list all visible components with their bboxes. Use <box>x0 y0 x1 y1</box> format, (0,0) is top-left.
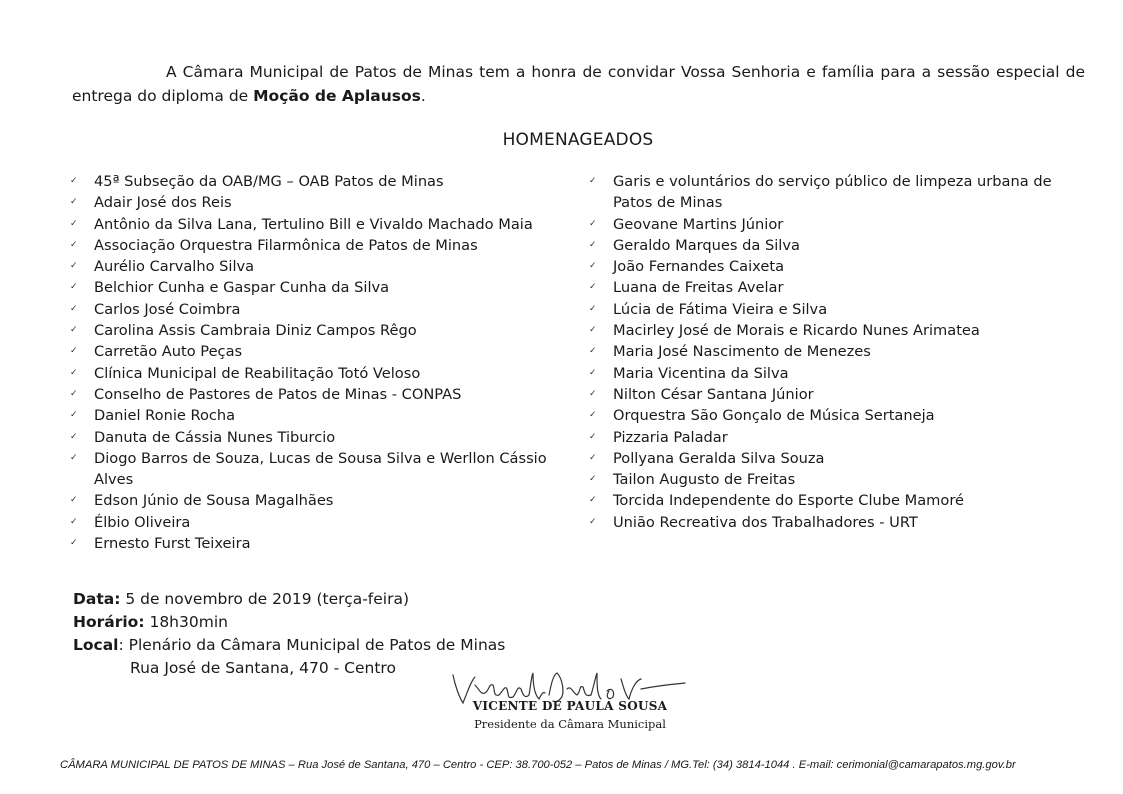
honoree-item <box>587 427 1087 448</box>
check-icon: ✓ <box>589 474 597 485</box>
check-icon: ✓ <box>70 346 78 357</box>
honoree-name: Ernesto Furst Teixeira <box>94 535 251 553</box>
event-details <box>73 588 505 680</box>
event-address: Rua José de Santana, 470 - Centro <box>130 659 396 677</box>
honoree-item <box>68 192 578 213</box>
honoree-name: Carretão Auto Peças <box>94 343 243 361</box>
honoree-name: Nilton César Santana Júnior <box>613 385 814 403</box>
check-icon: ✓ <box>70 239 78 250</box>
honoree-name: Pizzaria Paladar <box>613 428 728 446</box>
honoree-item <box>587 512 1087 533</box>
check-icon: ✓ <box>70 218 78 229</box>
honoree-name: Clínica Municipal de Reabilitação Totó Veloso <box>94 364 421 382</box>
check-icon: ✓ <box>70 261 78 272</box>
check-icon: ✓ <box>589 410 597 421</box>
honoree-item <box>68 512 578 533</box>
event-place: Local: Plenário da Câmara Municipal de Patos de Minas <box>73 636 506 654</box>
honoree-item <box>68 277 578 298</box>
honoree-name: Danuta de Cássia Nunes Tiburcio <box>94 428 336 446</box>
honoree-item <box>68 214 578 235</box>
event-time: Horário: 18h30min <box>73 613 228 631</box>
honoree-item <box>68 299 578 320</box>
honoree-name: João Fernandes Caixeta <box>613 258 785 276</box>
footer-org: CÂMARA MUNICIPAL DE PATOS DE MINAS <box>60 759 286 771</box>
check-icon: ✓ <box>589 261 597 272</box>
honoree-item <box>68 427 578 448</box>
check-icon: ✓ <box>589 282 597 293</box>
honoree-item <box>68 341 578 362</box>
honoree-item <box>587 469 1087 490</box>
check-icon: ✓ <box>70 495 78 506</box>
honoree-item <box>587 320 1087 341</box>
check-icon: ✓ <box>589 176 597 186</box>
honoree-name: Tailon Augusto de Freitas <box>613 471 796 489</box>
event-date: Data: 5 de novembro de 2019 (terça-feira) <box>73 590 410 608</box>
honoree-item <box>587 384 1087 405</box>
check-icon: ✓ <box>589 452 597 463</box>
check-icon: ✓ <box>589 239 597 250</box>
honoree-item <box>68 448 578 491</box>
honoree-item <box>68 320 578 341</box>
footer-details: – Rua José de Santana, 470 – Centro - CEP: 38.700-052 – Patos de Minas / MG.Tel: (34) 3814-1044 . E-mail: cerimonial@camarapatos.mg.gov.br <box>285 759 1016 771</box>
honoree-item <box>587 363 1087 384</box>
honoree-name: Macirley José de Morais e Ricardo Nunes Arimatea <box>613 322 980 340</box>
check-icon: ✓ <box>70 325 78 336</box>
check-icon: ✓ <box>589 325 597 336</box>
honoree-item <box>587 405 1087 426</box>
check-icon: ✓ <box>589 431 597 442</box>
check-icon: ✓ <box>70 388 78 399</box>
honoree-name: Luana de Freitas Avelar <box>613 279 784 297</box>
check-icon: ✓ <box>70 282 78 293</box>
check-icon: ✓ <box>589 346 597 357</box>
check-icon: ✓ <box>70 431 78 442</box>
honoree-item <box>587 299 1087 320</box>
honorees-list-left <box>68 171 578 554</box>
honoree-name: Carolina Assis Cambraia Diniz Campos Rêgo <box>94 322 417 340</box>
honoree-item <box>587 214 1087 235</box>
honorees-list-right <box>587 171 1087 533</box>
invitation-paragraph: A Câmara Municipal de Patos de Minas tem a honra de convidar Vossa Senhoria e família para a sessão especial de entrega do diploma de Moção de Aplausos. <box>72 63 1085 105</box>
check-icon: ✓ <box>70 452 78 463</box>
check-icon: ✓ <box>70 197 78 208</box>
honoree-item <box>587 171 1087 214</box>
signature-block <box>445 655 705 735</box>
check-icon: ✓ <box>70 367 78 378</box>
check-icon: ✓ <box>589 388 597 399</box>
honoree-name: Torcida Independente do Esporte Clube Mamoré <box>613 492 964 510</box>
honoree-item <box>587 448 1087 469</box>
honoree-name: Carlos José Coimbra <box>94 300 241 318</box>
honoree-name: Élbio Oliveira <box>94 513 191 531</box>
honoree-name: Belchior Cunha e Gaspar Cunha da Silva <box>94 279 390 297</box>
check-icon: ✓ <box>589 367 597 378</box>
honorees-heading: HOMENAGEADOS <box>502 130 654 150</box>
honoree-name: Pollyana Geralda Silva Souza <box>613 449 825 467</box>
honoree-name: Geraldo Marques da Silva <box>613 236 800 254</box>
honoree-item <box>68 256 578 277</box>
honoree-name: Antônio da Silva Lana, Tertulino Bill e Vivaldo Machado Maia <box>94 215 533 233</box>
honoree-name: Maria José Nascimento de Menezes <box>613 343 871 361</box>
honoree-item <box>68 405 578 426</box>
honoree-item <box>68 363 578 384</box>
honoree-item <box>68 490 578 511</box>
honoree-name: Adair José dos Reis <box>94 194 232 212</box>
check-icon: ✓ <box>589 495 597 506</box>
honoree-item <box>68 171 578 192</box>
honoree-name: Aurélio Carvalho Silva <box>94 258 255 276</box>
honoree-item <box>68 384 578 405</box>
honoree-name: Maria Vicentina da Silva <box>613 364 789 382</box>
honoree-name: Diogo Barros de Souza, Lucas de Sousa Silva e Werllon Cássio Alves <box>94 449 547 489</box>
honoree-name: Daniel Ronie Rocha <box>94 407 236 425</box>
honoree-name: Associação Orquestra Filarmônica de Patos de Minas <box>94 236 478 254</box>
check-icon: ✓ <box>70 176 78 186</box>
honoree-name: União Recreativa dos Trabalhadores - URT <box>613 513 918 531</box>
signatory-name: VICENTE DE PAULA SOUSA <box>472 699 668 713</box>
signatory-role: Presidente da Câmara Municipal <box>474 717 666 731</box>
honoree-item <box>587 256 1087 277</box>
honoree-item <box>587 277 1087 298</box>
honoree-name: Edson Júnio de Sousa Magalhães <box>94 492 334 510</box>
honoree-item <box>587 490 1087 511</box>
honoree-name: Geovane Martins Júnior <box>613 215 784 233</box>
honoree-item <box>587 341 1087 362</box>
check-icon: ✓ <box>589 516 597 527</box>
honoree-name: Lúcia de Fátima Vieira e Silva <box>613 300 828 318</box>
honoree-name: 45ª Subseção da OAB/MG – OAB Patos de Minas <box>94 173 444 190</box>
honoree-name: Conselho de Pastores de Patos de Minas - CONPAS <box>94 385 462 403</box>
check-icon: ✓ <box>70 303 78 314</box>
footer <box>60 759 1070 771</box>
check-icon: ✓ <box>70 538 78 549</box>
honoree-item <box>68 235 578 256</box>
award-name: Moção de Aplausos <box>253 87 421 105</box>
check-icon: ✓ <box>589 303 597 314</box>
honoree-item <box>587 235 1087 256</box>
check-icon: ✓ <box>589 218 597 229</box>
honoree-name: Garis e voluntários do serviço público de limpeza urbana de Patos de Minas <box>613 173 1052 212</box>
check-icon: ✓ <box>70 516 78 527</box>
invitation-text: A Câmara Municipal de Patos de Minas tem a honra de convidar Vossa Senhoria e família para a sessão especial de entrega do diploma de <box>72 63 1085 105</box>
check-icon: ✓ <box>70 410 78 421</box>
honoree-item <box>68 533 578 554</box>
honoree-name: Orquestra São Gonçalo de Música Sertaneja <box>613 407 935 425</box>
